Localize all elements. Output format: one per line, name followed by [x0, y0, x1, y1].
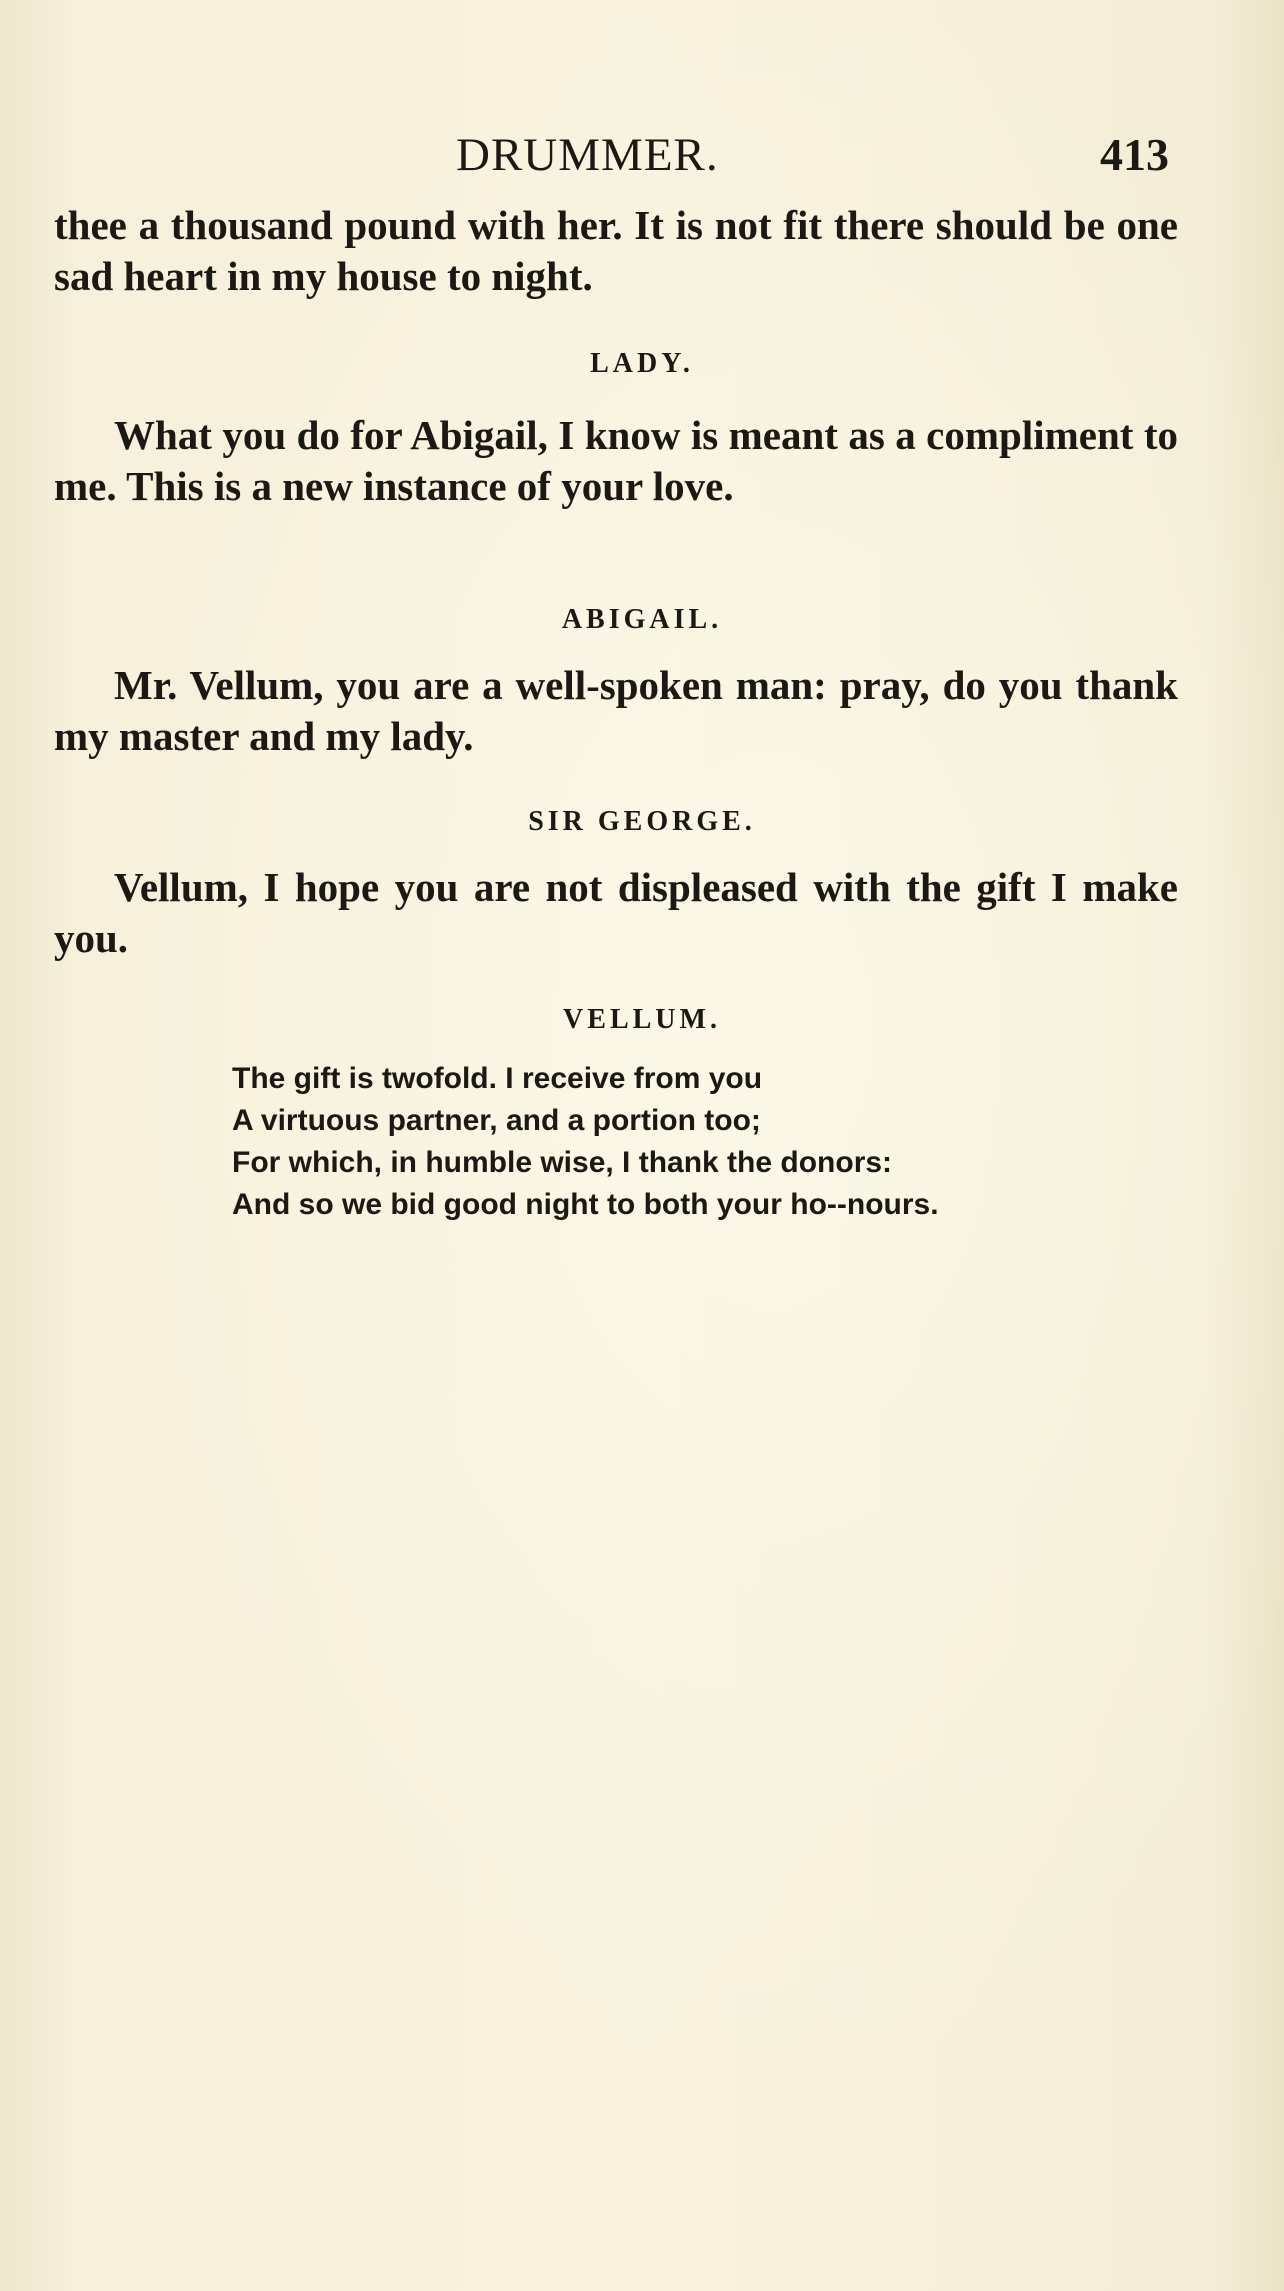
running-title: DRUMMER.	[456, 129, 719, 181]
speaker-name-vellum: VELLUM.	[563, 1004, 721, 1035]
paragraph-3: Mr. Vellum, you are a well-spoken man: pray, do you thank my master and my lady.	[54, 662, 1178, 759]
verse-line: The gift is twofold. I receive from you	[232, 1062, 763, 1095]
verse-block	[232, 1058, 1132, 1226]
speaker-name-sir-george: SIR GEORGE.	[528, 806, 756, 837]
paragraph-4: Vellum, I hope you are not displeased with the gift I make you.	[54, 864, 1178, 961]
paragraph-1: thee a thousand pound with her. It is not fit there should be one sad heart in my house to night.	[54, 202, 1178, 299]
verse-line: A virtuous partner, and a portion too;	[232, 1104, 761, 1137]
page-number: 413	[1100, 129, 1169, 180]
verse-line: For which, in humble wise, I thank the donors:	[232, 1146, 893, 1179]
page-header	[0, 128, 1284, 188]
speaker-name-lady: LADY.	[590, 348, 694, 379]
paragraph-2: What you do for Abigail, I know is meant as a compliment to me. This is a new instance of your love.	[54, 412, 1178, 509]
verse-line: And so we bid good night to both your ho--nours.	[232, 1188, 939, 1221]
speaker-name-abigail: ABIGAIL.	[561, 604, 723, 635]
